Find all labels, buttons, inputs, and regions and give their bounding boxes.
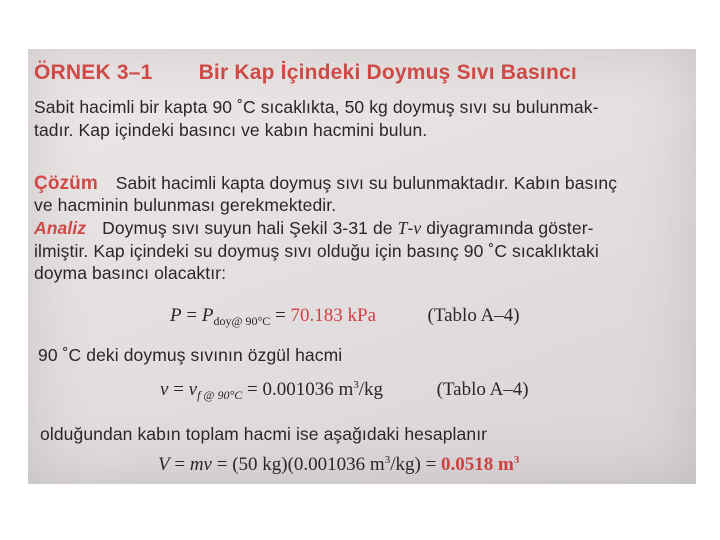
solution-heading: Çözüm [34,173,98,194]
total-volume-text: olduğundan kabın toplam hacmi ise aşağıdaki hesaplanır [40,424,488,444]
solution-line-1 [34,173,617,195]
analysis-line-2: ilmiştir. Kap içindeki su doymuş sıvı olduğu için basınç 90 ˚C sıcaklıktaki [34,241,599,261]
example-number: ÖRNEK 3–1 [34,61,153,84]
eq3-superscript-1: 3 [384,454,391,466]
eq1-subscript: doy@ 90°C [213,314,271,328]
pressure-value: 70.183 kPa [290,305,377,326]
eq2-lhs: v [160,379,169,400]
t-v-dash: - [407,218,414,238]
eq2-equals: = [173,379,184,400]
eq2-superscript: 3 [353,379,359,391]
eq2-v: v [188,379,198,400]
eq3-superscript-2: 3 [513,454,520,466]
eq2-value: = 0.001036 m [247,379,354,400]
t-symbol: T [397,218,408,238]
eq2-subscript: f @ 90°C [197,388,243,402]
eq1-lhs: P [170,305,182,326]
eq3-equals: = [174,454,186,475]
solution-line-2: ve hacminin bulunması gerekmektedir. [34,195,337,215]
eq1-equals: = [186,305,198,326]
example-header [34,61,577,85]
total-volume-result: 0.0518 m [441,454,514,475]
eq2-table-ref: (Tablo A–4) [436,379,529,400]
problem-line-2: tadır. Kap içindeki basıncı ve kabın hacmini bulun. [34,120,428,140]
textbook-page-photo [28,49,696,484]
eq2-unit: /kg [358,379,384,400]
eq1-p: P [201,305,214,326]
equation-pressure [170,305,520,327]
eq3-middle: = (50 kg)(0.001036 m [216,454,385,475]
specific-volume-text: 90 ˚C deki doymuş sıvının özgül hacmi [38,345,343,365]
eq3-lhs: V [158,454,170,475]
eq1-equals-2: = [275,305,286,326]
analysis-line-3: doyma basıncı olacaktır: [34,263,227,283]
v-symbol: v [413,218,422,238]
analysis-line-1 [34,218,594,239]
analysis-heading: Analiz [34,218,87,238]
example-title: Bir Kap İçindeki Doymuş Sıvı Basıncı [198,61,577,84]
equation-total-volume [158,454,519,476]
analysis-text-1a: Doymuş sıvı suyun hali Şekil 3-31 de [102,218,393,238]
equation-specific-volume [160,379,529,401]
eq3-mv: mv [189,454,212,475]
analysis-text-1b: diyagramında göster- [426,218,594,238]
eq3-middle-2: /kg) = [390,454,437,475]
eq1-table-ref: (Tablo A–4) [427,305,520,326]
solution-text-1: Sabit hacimli kapta doymuş sıvı su bulunmaktadır. Kabın basınç [115,173,618,193]
problem-line-1: Sabit hacimli bir kapta 90 ˚C sıcaklıkta, 50 kg doymuş sıvı su bulunmak- [34,97,599,117]
